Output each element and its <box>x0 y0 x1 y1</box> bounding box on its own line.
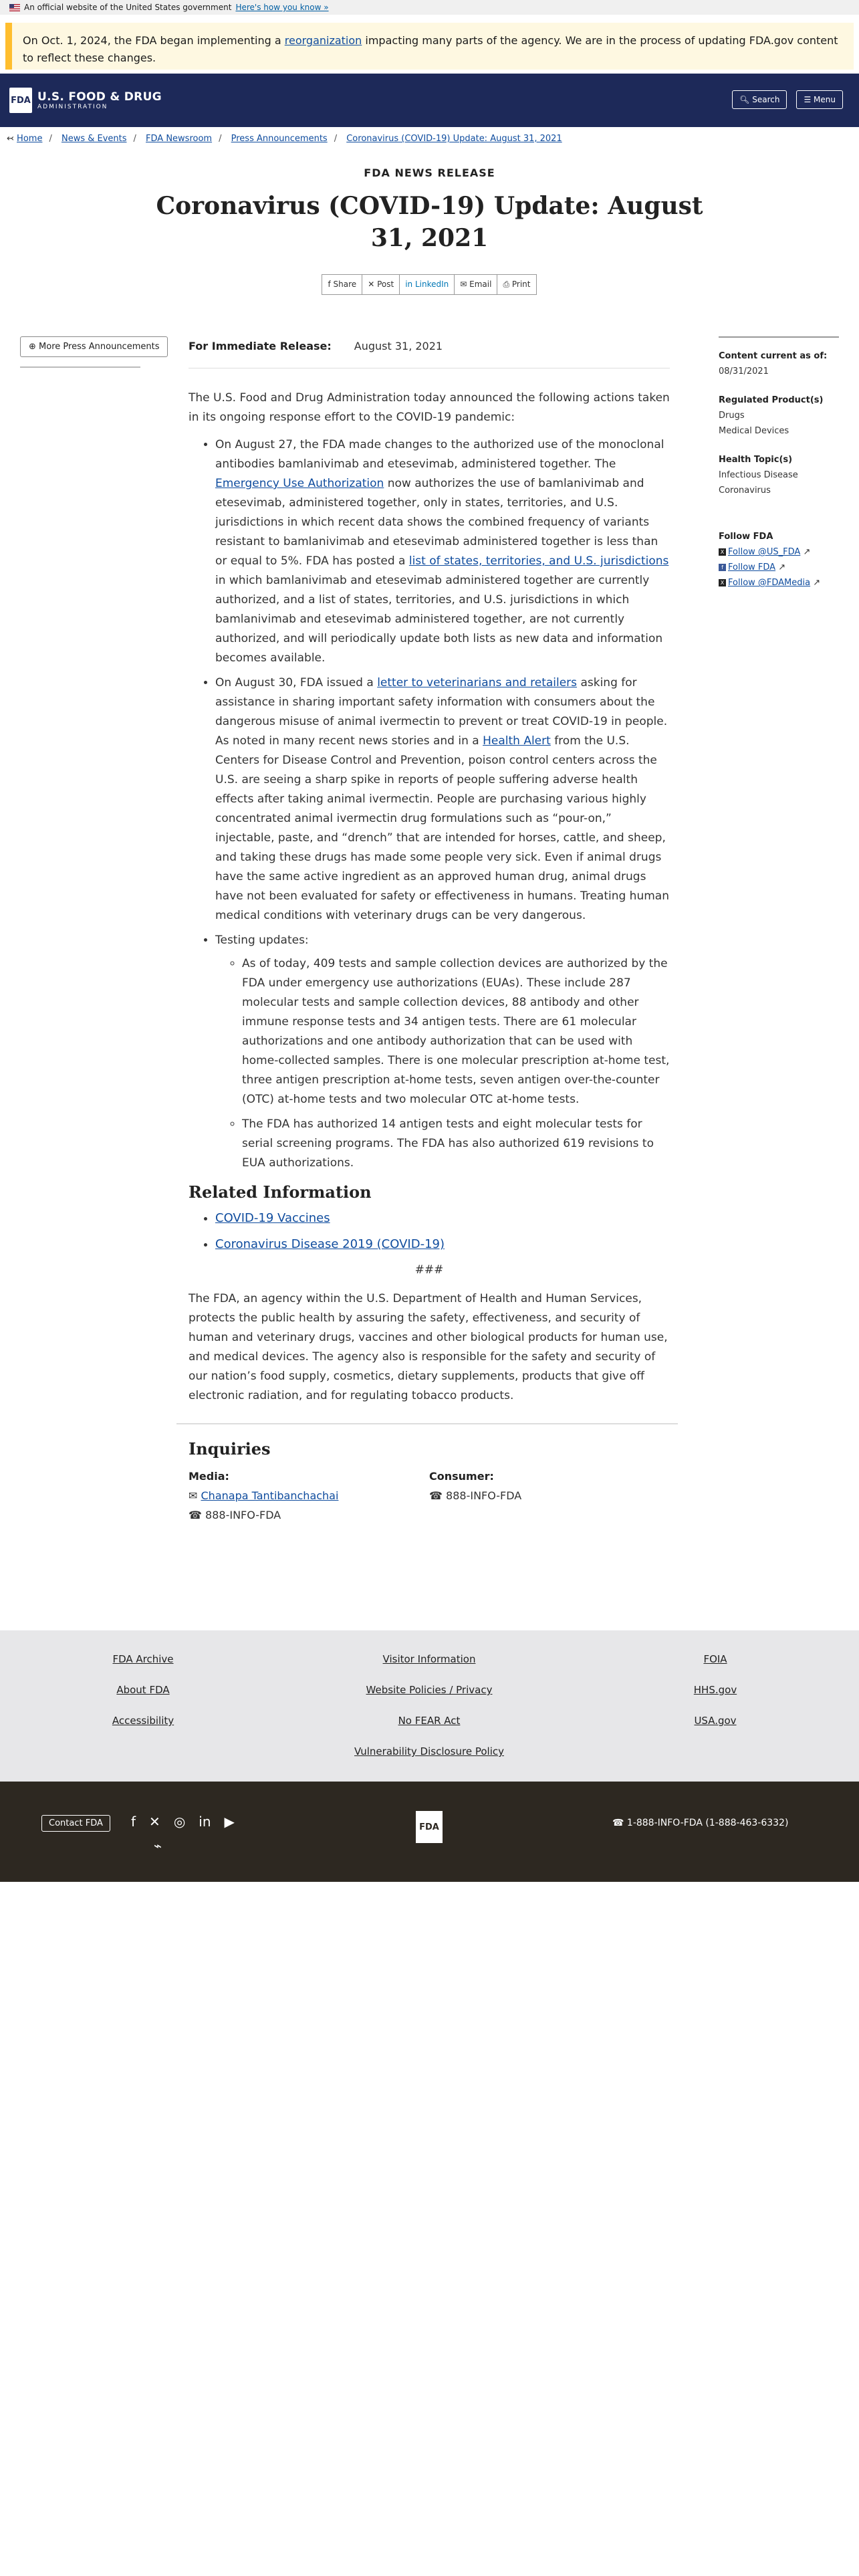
follow-links <box>719 544 839 591</box>
bullet1-text-a: On August 27, the FDA made changes to the authorized use of the monoclonal antibodies bamlanivimab and etesevimab, administered together. The <box>215 438 664 471</box>
email-icon: ✉ <box>460 280 467 289</box>
rss-icon[interactable]: ⌁ <box>154 1838 162 1854</box>
right-sidebar <box>719 336 839 591</box>
list-item <box>215 673 670 926</box>
health-alert-link[interactable]: Health Alert <box>483 734 551 748</box>
bullet2-text-b: asking for assistance in sharing important safety information with consumers about the dangerous misuse of animal ivermectin to prevent or treat COVID-19 in people. As noted in many recent news stories and in a <box>215 676 668 748</box>
follow-fdamedia-link[interactable]: Follow @FDAMedia <box>728 578 811 588</box>
gov-banner-link[interactable]: Here's how you know » <box>235 3 329 12</box>
footer-empty-cell <box>0 1745 286 1776</box>
footer-link-hhs[interactable]: HHS.gov <box>693 1684 737 1696</box>
reorganization-alert <box>5 23 854 70</box>
breadcrumb: ↢ Home / News & Events / FDA Newsroom / Press Announcements / Coronavirus (COVID-19) Update: August 31, 2021 <box>7 134 562 144</box>
x-icon: X <box>719 548 726 556</box>
facebook-icon: f <box>719 564 726 571</box>
states-list-link[interactable]: list of states, territories, and U.S. jurisdictions <box>408 554 669 568</box>
email-label: Email <box>469 280 492 289</box>
list-item <box>215 1208 670 1228</box>
us-flag-icon <box>9 4 20 11</box>
list-item: ◦ The FDA has authorized 14 antigen tests and eight molecular tests for serial screening programs. The FDA has also authorized 619 revisions to EUA authorizations. <box>242 1115 670 1173</box>
inquiries <box>189 1467 670 1525</box>
left-sidebar <box>20 336 178 368</box>
article-body <box>189 336 670 1525</box>
update-list <box>189 435 670 1173</box>
about-fda-paragraph: The FDA, an agency within the U.S. Department of Health and Human Services, protects the public health by assuring the safety, effectiveness, and security of human and veterinary drugs, vaccines and other biological products for human use, and medical devices. The agency also is responsible for the safety and security of our nation’s food supply, cosmetics, dietary supplements, products that give off electronic radiation, and for regulating tobacco products. <box>189 1292 668 1402</box>
print-icon: ⎙ <box>503 280 510 289</box>
x-icon: ✕ <box>368 280 375 289</box>
contact-fda-button[interactable]: Contact FDA <box>41 1815 110 1832</box>
share-label: Share <box>333 280 357 289</box>
divider <box>176 1423 678 1424</box>
external-link-icon: ↗ <box>778 562 786 572</box>
breadcrumb-newsroom[interactable]: FDA Newsroom <box>146 134 213 144</box>
external-link-icon: ↗ <box>813 578 821 588</box>
logo-line-1: U.S. FOOD & DRUG <box>37 90 162 104</box>
testing-sublist <box>215 954 670 1173</box>
menu-label: Menu <box>814 95 836 104</box>
vet-letter-link[interactable]: letter to veterinarians and retailers <box>377 676 578 689</box>
footer-link-vulnerability[interactable]: Vulnerability Disclosure Policy <box>354 1745 504 1757</box>
share-facebook-button[interactable] <box>322 274 362 295</box>
media-phone: 888-INFO-FDA <box>205 1509 281 1521</box>
share-linkedin-button[interactable] <box>399 274 455 295</box>
divider <box>20 366 140 368</box>
covid-disease-link[interactable]: Coronavirus Disease 2019 (COVID-19) <box>215 1237 445 1251</box>
release-date: August 31, 2021 <box>354 340 443 352</box>
envelope-icon: ✉ <box>189 1489 198 1502</box>
footer-link-foia[interactable]: FOIA <box>703 1653 727 1665</box>
share-x-button[interactable] <box>362 274 400 295</box>
end-marker: ### <box>414 1263 444 1277</box>
news-release-eyebrow: FDA NEWS RELEASE <box>364 167 495 179</box>
media-label: Media: <box>189 1470 229 1483</box>
alert-text: On Oct. 1, 2024, the FDA began implementing a <box>23 34 285 47</box>
instagram-icon[interactable]: ◎ <box>173 1814 186 1830</box>
list-item <box>215 1235 670 1254</box>
print-label: Print <box>511 280 531 289</box>
divider <box>719 336 839 338</box>
breadcrumb-press[interactable]: Press Announcements <box>231 134 328 144</box>
list-item <box>215 435 670 668</box>
print-button[interactable] <box>497 274 536 295</box>
footer-fda-logo[interactable]: FDA <box>416 1811 443 1843</box>
bullet1-text-b: now authorizes the use of bamlanivimab and etesevimab, administered together, only in states, territories, and U.S. jurisdictions in which recent data shows the combined frequency of variants resistant to bamlanivimab and etesevimab administered together is less than or equal to 5%. FDA has posted a <box>215 477 658 568</box>
footer-links <box>0 1630 859 1782</box>
breadcrumb-current[interactable]: Coronavirus (COVID-19) Update: August 31, 2021 <box>346 134 562 144</box>
topic-item: Infectious Disease <box>719 470 798 480</box>
facebook-icon: f <box>328 280 331 289</box>
plus-circle-icon: ⊕ <box>29 342 36 352</box>
follow-fda-heading: Follow FDA <box>719 532 773 542</box>
inquiries-heading: Inquiries <box>189 1439 271 1459</box>
social-icons <box>131 1814 235 1830</box>
follow-fda-facebook-link[interactable]: Follow FDA <box>728 562 776 572</box>
footer-link-website-policies[interactable]: Website Policies / Privacy <box>366 1684 493 1696</box>
media-contact-link[interactable]: Chanapa Tantibanchachai <box>201 1489 339 1502</box>
phone-icon: ☎ <box>612 1818 624 1828</box>
eua-link[interactable]: Emergency Use Authorization <box>215 477 384 490</box>
search-icon: 🔍︎ <box>739 95 750 104</box>
consumer-label: Consumer: <box>429 1470 494 1483</box>
bullet1-text-c: in which bamlanivimab and etesevimab administered together are currently authorized, and a list of states, territories, and U.S. jurisdictions in which bamlanivimab and etesevimab administered together, are not currently authorized, and will periodically update both lists as new data and information becomes available. <box>215 574 663 665</box>
page-title: Coronavirus (COVID-19) Update: August 31, 2021 <box>156 192 703 252</box>
testing-updates-label: Testing updates: <box>215 934 309 947</box>
hamburger-icon: ☰ <box>804 95 812 104</box>
site-header <box>0 74 859 127</box>
bullet2-text-a: On August 30, FDA issued a <box>215 676 378 689</box>
follow-us-fda-link[interactable]: Follow @US_FDA <box>728 547 801 557</box>
post-label: Post <box>377 280 394 289</box>
intro-paragraph: The U.S. Food and Drug Administration today announced the following actions taken in its ongoing response effort to the COVID-19 pandemic: <box>189 391 670 424</box>
content-current-date: 08/31/2021 <box>719 366 769 377</box>
fda-logo-mark: FDA <box>9 88 32 113</box>
release-label: For Immediate Release: <box>189 340 332 352</box>
footer-link-usa-gov[interactable]: USA.gov <box>694 1715 737 1727</box>
linkedin-icon: in <box>405 280 413 289</box>
external-link-icon: ↗ <box>803 547 811 557</box>
facebook-icon[interactable]: f <box>131 1814 136 1830</box>
linkedin-icon[interactable]: in <box>199 1814 211 1830</box>
linkedin-label: LinkedIn <box>414 280 449 289</box>
phone-icon: ☎ <box>429 1489 443 1502</box>
list-item <box>215 931 670 1173</box>
more-press-announcements-button[interactable] <box>20 336 168 357</box>
x-icon: X <box>719 579 726 586</box>
related-heading: Related Information <box>189 1182 372 1202</box>
footer-link-fda-archive[interactable]: FDA Archive <box>112 1653 174 1665</box>
release-line <box>189 336 670 356</box>
topic-item: Coronavirus <box>719 486 771 496</box>
more-press-label: More Press Announcements <box>39 342 160 352</box>
breadcrumb-home[interactable]: Home <box>17 134 43 144</box>
breadcrumb-news-events[interactable]: News & Events <box>61 134 127 144</box>
logo-line-2: ADMINISTRATION <box>37 104 108 110</box>
regulated-item: Drugs <box>719 411 745 421</box>
footer-link-about-fda[interactable]: About FDA <box>116 1684 170 1696</box>
reorganization-link[interactable]: reorganization <box>284 34 362 47</box>
footer-link-no-fear-act[interactable]: No FEAR Act <box>398 1715 461 1727</box>
gov-banner-text: An official website of the United States government <box>24 3 232 12</box>
footer-link-accessibility[interactable]: Accessibility <box>112 1715 174 1727</box>
phone-icon: ☎ <box>189 1509 202 1521</box>
alert-text-suffix: impacting many parts of the agency. We are in the process of updating FDA.gov content to reflect these changes. <box>23 34 838 64</box>
consumer-phone: 888-INFO-FDA <box>446 1489 522 1502</box>
x-icon[interactable]: ✕ <box>149 1814 160 1830</box>
home-icon: ↢ <box>7 134 14 144</box>
content-current-label: Content current as of: <box>719 351 828 361</box>
footer-phone-number: 1-888-INFO-FDA (1-888-463-6332) <box>626 1818 789 1828</box>
search-button[interactable] <box>732 90 787 109</box>
footer-link-visitor-info[interactable]: Visitor Information <box>382 1653 476 1665</box>
footer-empty-cell <box>572 1745 858 1776</box>
gov-banner <box>0 0 859 15</box>
footer-bottom <box>0 1782 859 1882</box>
covid-vaccines-link[interactable]: COVID-19 Vaccines <box>215 1211 330 1225</box>
regulated-item: Medical Devices <box>719 426 789 436</box>
footer-phone <box>612 1818 788 1828</box>
list-item: ◦ As of today, 409 tests and sample collection devices are authorized by the FDA under emergency use authorizations (EUAs). These include 287 molecular tests and sample collection devices, 88 antibody and other immune response tests and 34 antigen tests. There are 61 molecular authorizations and one antibody authorization that can be used with home-collected samples. There is one molecular prescription at-home test, three antigen prescription at-home tests, seven antigen over-the-counter (OTC) at-home tests and two molecular OTC at-home tests. <box>242 954 670 1109</box>
health-topics-label: Health Topic(s) <box>719 455 793 465</box>
bullet2-text-c: from the U.S. Centers for Disease Control and Prevention, poison control centers across the U.S. are seeing a sharp spike in reports of people suffering adverse health effects after taking animal ivermectin. People are purchasing various highly concentrated animal ivermectin drug formulations such as “pour-on,” injectable, paste, and “drench” that are intended for horses, cattle, and sheep, and taking these drugs has made some people very sick. Even if animal drugs have the same active ingredient as an approved human drug, animal drugs have not been evaluated for safety or effectiveness in humans. Treating human medical conditions with veterinary drugs can be very dangerous. <box>215 734 669 922</box>
share-email-button[interactable] <box>454 274 497 295</box>
fda-logo[interactable] <box>9 88 162 113</box>
search-label: Search <box>752 95 780 104</box>
related-list <box>189 1208 670 1254</box>
youtube-icon[interactable]: ▶ <box>224 1814 235 1830</box>
regulated-products-label: Regulated Product(s) <box>719 395 824 405</box>
share-bar <box>0 274 859 295</box>
menu-button[interactable] <box>796 90 843 109</box>
